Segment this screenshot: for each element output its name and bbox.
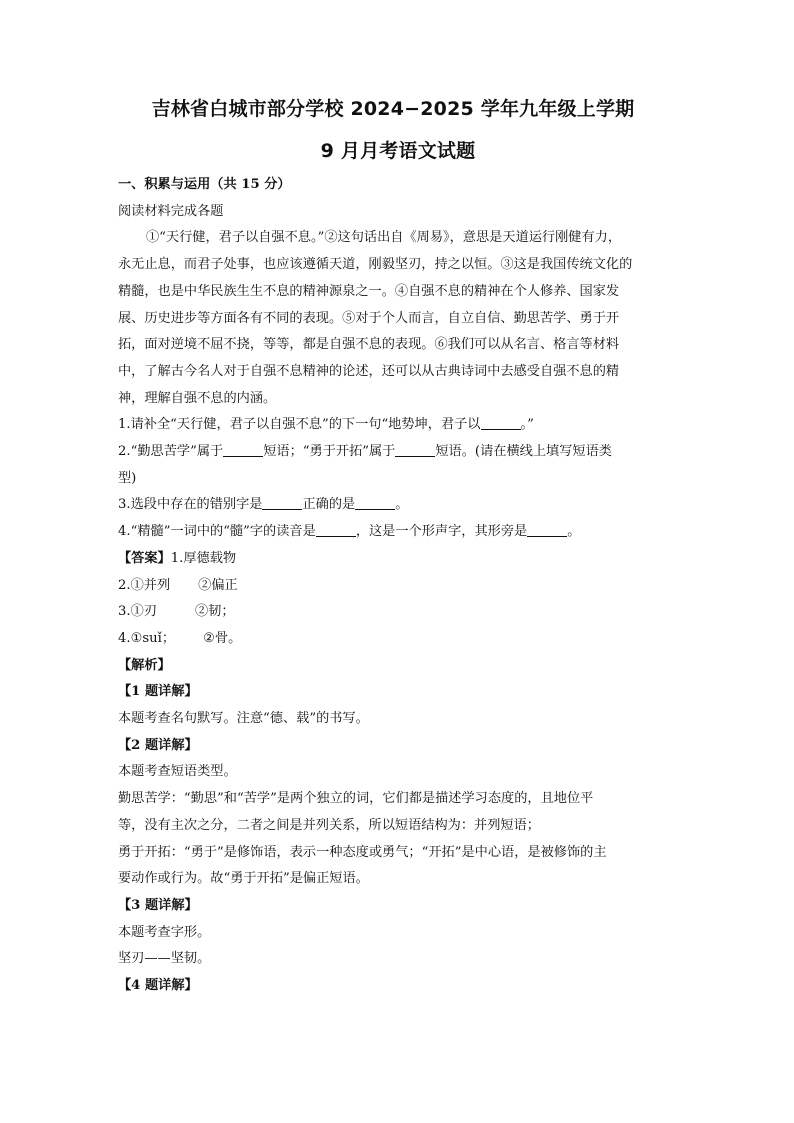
analysis-4-label: 【4 题详解】 [118,978,198,994]
question-3: 3.选段中存在的错别字是 正确的是 。 [118,497,409,513]
analysis-3-fix: 坚刃——坚韧。 [118,951,211,967]
analysis-2-line: 等，没有主次之分，二者之间是并列关系，所以短语结构为：并列短语； [118,817,540,833]
analysis-label: 【解析】 [118,657,171,673]
passage-line: 精髓，也是中华民族生生不息的精神源泉之一。④自强不息的精神在个人修养、国家发 [118,283,620,299]
passage-line: 永无止息，而君子处事，也应该遵循天道，刚毅坚刃，持之以恒。③这是我国传统文化的 [118,257,633,273]
answer-blank [527,522,567,537]
analysis-2-line: 要动作或行为。故“勇于开拓”是偏正短语。 [118,871,369,887]
passage-line: 中，了解古今名人对于自强不息精神的论述，还可以从古典诗词中去感受自强不息的精 [118,363,620,379]
reading-passage [118,225,678,412]
document-title: 吉林省白城市部分学校 2024−2025 学年九年级上学期 [151,98,635,120]
passage-line: ①“天行健，君子以自强不息。”②这句话出自《周易》，意思是天道运行刚健有力， [146,230,622,246]
section-intro: 阅读材料完成各题 [118,203,224,219]
answer-blank [316,522,356,537]
analysis-2-label: 【2 题详解】 [118,737,198,753]
section-heading: 一、积累与运用（共 15 分） [118,177,291,192]
passage-line: 神，理解自强不息的内涵。 [118,390,277,406]
document-page [118,92,678,1000]
passage-line: 展、历史进步等方面各有不同的表现。⑤对于个人而言，自立自信、勤思苦学、勇于开 [118,310,620,326]
question-1: 1.请补全“天行健，君子以自强不息”的下一句“地势坤，君子以 。” [118,417,534,433]
analysis-1-text: 本题考查名句默写。注意“德、载”的书写。 [118,711,369,727]
question-2: 2.“勤思苦学”属于 短语；“勇于开拓”属于 短语。(请在横线上填写短语类 [118,444,612,460]
document-subtitle: 9 月月考语文试题 [320,140,476,162]
question-4: 4.“精髓”一词中的“髓”字的读音是 ，这是一个形声字，其形旁是 。 [118,524,581,540]
answer-line-3: 3.①刃 ②韧； [118,604,235,620]
answer-line-2: 2.①并列 ②偏正 [118,577,238,593]
answer-blank [481,415,521,430]
answer-blank [223,442,263,457]
analysis-1-label: 【1 题详解】 [118,684,198,700]
question-2-continued: 型) [118,470,137,486]
analysis-3-text: 本题考查字形。 [118,924,211,940]
answer-blank [262,495,302,510]
answer-label: 【答案】 [118,550,171,566]
analysis-2-line: 勤思苦学：“勤思”和“苦学”是两个独立的词，它们都是描述学习态度的，且地位平 [118,791,594,807]
analysis-3-label: 【3 题详解】 [118,897,198,913]
passage-line: 拓，面对逆境不屈不挠，等等，都是自强不息的表现。⑥我们可以从名言、格言等材料 [118,337,620,353]
answer-blank [395,442,435,457]
answer-blank [355,495,395,510]
analysis-2-text: 本题考查短语类型。 [118,764,237,780]
answer-line-1: 【答案】1.厚德载物 [118,550,237,566]
analysis-2-line: 勇于开拓：“勇于”是修饰语，表示一种态度或勇气；“开拓”是中心语，是被修饰的主 [118,844,607,860]
answer-line-4: 4.①suǐ； ②骨。 [118,630,242,646]
